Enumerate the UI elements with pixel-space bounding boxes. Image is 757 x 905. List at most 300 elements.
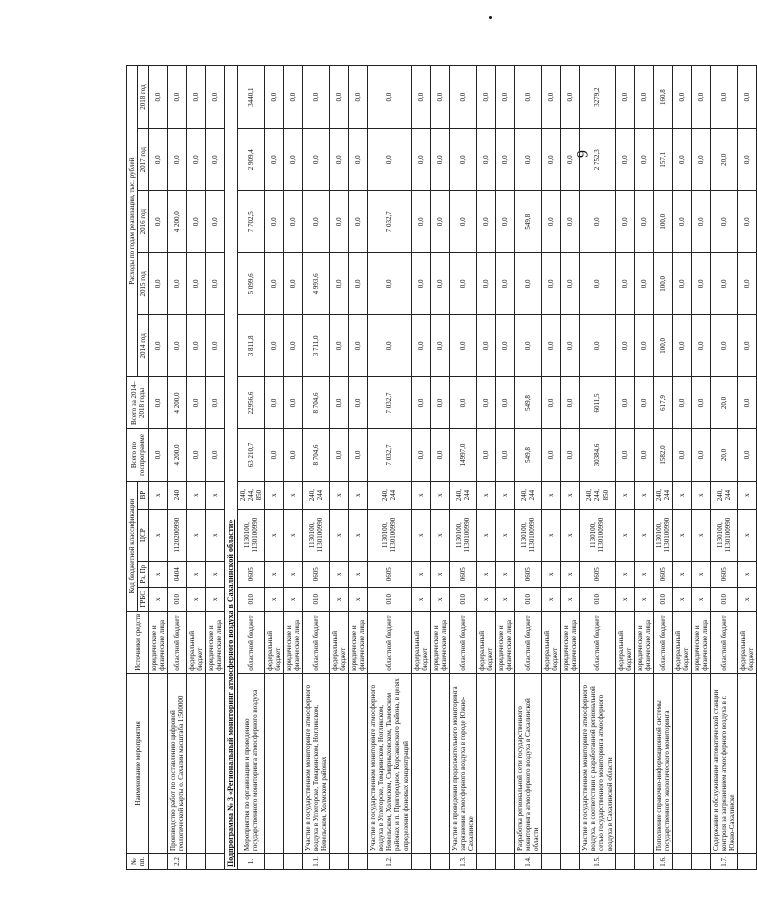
funding-source: федеральный бюджет	[476, 611, 495, 673]
value-cell: 7 702,5	[237, 191, 264, 253]
value-cell: 0,0	[302, 66, 329, 129]
row-number	[561, 853, 580, 869]
value-cell: 0,0	[672, 253, 691, 315]
value-cell: 0,0	[206, 315, 225, 377]
header-total-2014-2018: Всего за 2014–2018 годы	[127, 377, 149, 429]
csr-cell: 1130100, 1130100990	[515, 509, 542, 561]
header-vr: ВР	[138, 481, 149, 509]
value-cell: 22956,6	[237, 377, 264, 429]
rzpr-cell: х	[349, 561, 368, 587]
grbs-cell: х	[149, 587, 168, 611]
csr-cell: 1130100, 1130100990	[653, 509, 672, 561]
measure-name	[330, 673, 349, 853]
value-cell: 0,0	[580, 191, 615, 253]
value-cell: 0,0	[476, 191, 495, 253]
value-cell: 0,0	[711, 315, 738, 377]
csr-cell: 1130100, 1130100990	[580, 509, 615, 561]
measure-name: Участие в государственном мониторинге атмосферного воздуха в Углегорске, Томаринском, Ногликском, Невельском, Холмском, Смирныховском, Тымовском районах и п. Пригородное, Корсаковского района, в целях определения фоновых концентраций	[368, 673, 411, 853]
row-number	[206, 853, 225, 869]
value-cell: 0,0	[368, 253, 411, 315]
funding-source: юридические и физические лица	[430, 611, 449, 673]
row-number	[349, 853, 368, 869]
funding-source: федеральный бюджет	[411, 611, 430, 673]
value-cell: 4 993,6	[302, 253, 329, 315]
table-row	[411, 66, 430, 870]
value-cell: 0,0	[264, 253, 283, 315]
rzpr-cell: х	[264, 561, 283, 587]
value-cell: 0,0	[634, 191, 653, 253]
rzpr-cell: х	[495, 561, 514, 587]
value-cell: 0,0	[187, 253, 206, 315]
value-cell: 617,9	[653, 377, 672, 429]
table-row	[368, 66, 411, 870]
value-cell: 0,0	[349, 129, 368, 191]
rzpr-cell: 0605	[653, 561, 672, 587]
grbs-cell: х	[495, 587, 514, 611]
row-number: 1.2.	[368, 853, 411, 869]
measure-name	[542, 673, 561, 853]
value-cell: 20,0	[711, 129, 738, 191]
value-cell: 0,0	[449, 315, 476, 377]
rzpr-cell: х	[615, 561, 634, 587]
value-cell: 0,0	[206, 253, 225, 315]
csr-cell: х	[283, 509, 302, 561]
value-cell: 0,0	[330, 66, 349, 129]
value-cell: 0,0	[691, 66, 710, 129]
measure-name: Пополнение справочно-информационной системы государственного экологического мониторинга	[653, 673, 672, 853]
table-body	[149, 66, 757, 870]
grbs-cell: х	[187, 587, 206, 611]
value-cell: 14997,0	[449, 429, 476, 481]
rzpr-cell: 0605	[368, 561, 411, 587]
value-cell: 0,0	[476, 429, 495, 481]
value-cell: 0,0	[283, 191, 302, 253]
row-number	[430, 853, 449, 869]
measure-name	[561, 673, 580, 853]
measure-name	[691, 673, 710, 853]
table-row	[495, 66, 514, 870]
value-cell: 0,0	[368, 315, 411, 377]
rzpr-cell: х	[561, 561, 580, 587]
csr-cell: х	[672, 509, 691, 561]
value-cell: 549,8	[515, 429, 542, 481]
grbs-cell: х	[634, 587, 653, 611]
header-rzpr: Рз, Пр	[138, 561, 149, 587]
rzpr-cell: х	[330, 561, 349, 587]
value-cell: 0,0	[283, 253, 302, 315]
funding-source: областной бюджет	[653, 611, 672, 673]
vr-cell: х	[495, 481, 514, 509]
vr-cell: х	[634, 481, 653, 509]
value-cell: 0,0	[495, 429, 514, 481]
value-cell: 0,0	[615, 253, 634, 315]
value-cell: 4 200,0	[168, 429, 187, 481]
value-cell: 0,0	[561, 253, 580, 315]
value-cell: 0,0	[411, 129, 430, 191]
grbs-cell: 010	[515, 587, 542, 611]
vr-cell: х	[206, 481, 225, 509]
row-number	[542, 853, 561, 869]
row-number: 1.6.	[653, 853, 672, 869]
vr-cell: 240, 244, 850	[580, 481, 615, 509]
row-number	[615, 853, 634, 869]
table-row	[615, 66, 634, 870]
value-cell: 0,0	[449, 129, 476, 191]
grbs-cell: х	[542, 587, 561, 611]
table-row	[653, 66, 672, 870]
vr-cell: х	[542, 481, 561, 509]
rzpr-cell: х	[542, 561, 561, 587]
vr-cell: х	[430, 481, 449, 509]
value-cell: 0,0	[149, 66, 168, 129]
measure-name	[495, 673, 514, 853]
value-cell: 0,0	[738, 429, 757, 481]
value-cell: 30384,6	[580, 429, 615, 481]
value-cell: 0,0	[495, 315, 514, 377]
rzpr-cell: х	[430, 561, 449, 587]
grbs-cell: 010	[653, 587, 672, 611]
vr-cell: 240, 244	[449, 481, 476, 509]
value-cell: 0,0	[430, 191, 449, 253]
grbs-cell: х	[349, 587, 368, 611]
vr-cell: х	[615, 481, 634, 509]
funding-source: федеральный бюджет	[672, 611, 691, 673]
value-cell: 0,0	[330, 429, 349, 481]
value-cell: 0,0	[349, 429, 368, 481]
value-cell: 2 752,3	[580, 129, 615, 191]
row-number	[264, 853, 283, 869]
header-year-2018: 2018 год	[138, 66, 149, 129]
value-cell: 0,0	[495, 253, 514, 315]
value-cell: 549,8	[515, 191, 542, 253]
value-cell: 0,0	[495, 66, 514, 129]
value-cell: 4 200,0	[168, 377, 187, 429]
value-cell: 0,0	[430, 253, 449, 315]
grbs-cell: 010	[368, 587, 411, 611]
table-row	[634, 66, 653, 870]
value-cell: 0,0	[264, 377, 283, 429]
value-cell: 0,0	[430, 377, 449, 429]
table-row	[430, 66, 449, 870]
value-cell: 0,0	[691, 429, 710, 481]
grbs-cell: х	[615, 587, 634, 611]
section-row	[225, 66, 237, 870]
measure-name: Содержание и обслуживание автоматической станции контроля за загрязнением атмосферного воздуха в г. Южно-Сахалинске	[711, 673, 738, 853]
value-cell: 0,0	[430, 129, 449, 191]
value-cell: 0,0	[542, 129, 561, 191]
value-cell: 0,0	[615, 315, 634, 377]
funding-source: областной бюджет	[168, 611, 187, 673]
value-cell: 0,0	[672, 377, 691, 429]
csr-cell: 1130100, 1130100990	[302, 509, 329, 561]
row-number	[283, 853, 302, 869]
header-grbs: ГРБС	[138, 587, 149, 611]
csr-cell: 1130100, 1130100990	[711, 509, 738, 561]
row-number	[411, 853, 430, 869]
value-cell: 0,0	[691, 315, 710, 377]
rzpr-cell: х	[411, 561, 430, 587]
grbs-cell: х	[411, 587, 430, 611]
table-row	[515, 66, 542, 870]
row-number	[495, 853, 514, 869]
value-cell: 0,0	[264, 66, 283, 129]
page-number: 6	[573, 150, 590, 158]
measure-name	[738, 673, 757, 853]
table-row	[283, 66, 302, 870]
funding-source: федеральный бюджет	[738, 611, 757, 673]
value-cell: 0,0	[330, 191, 349, 253]
grbs-cell: 010	[580, 587, 615, 611]
value-cell: 0,0	[634, 315, 653, 377]
measure-name	[634, 673, 653, 853]
value-cell: 100,0	[653, 191, 672, 253]
value-cell: 0,0	[615, 66, 634, 129]
measure-name	[672, 673, 691, 853]
value-cell: 0,0	[691, 377, 710, 429]
value-cell: 0,0	[430, 66, 449, 129]
value-cell: 0,0	[330, 315, 349, 377]
grbs-cell: х	[330, 587, 349, 611]
row-number	[187, 853, 206, 869]
row-number: 1.1.	[302, 853, 329, 869]
value-cell: 0,0	[264, 191, 283, 253]
value-cell: 0,0	[302, 191, 329, 253]
value-cell: 0,0	[368, 66, 411, 129]
vr-cell: х	[330, 481, 349, 509]
row-number	[691, 853, 710, 869]
grbs-cell: 010	[302, 587, 329, 611]
value-cell: 0,0	[561, 377, 580, 429]
value-cell: 0,0	[449, 253, 476, 315]
value-cell: 0,0	[168, 253, 187, 315]
value-cell: 0,0	[264, 129, 283, 191]
rzpr-cell: х	[691, 561, 710, 587]
value-cell: 0,0	[283, 315, 302, 377]
value-cell: 8 704,6	[302, 377, 329, 429]
measure-name	[615, 673, 634, 853]
value-cell: 7 032,7	[368, 429, 411, 481]
row-number: 1.5.	[580, 853, 615, 869]
funding-source: юридические и физические лица	[206, 611, 225, 673]
value-cell: 549,8	[515, 377, 542, 429]
value-cell: 0,0	[672, 315, 691, 377]
value-cell: 0,0	[495, 377, 514, 429]
value-cell: 0,0	[561, 66, 580, 129]
header-source: Источники средств	[127, 611, 149, 673]
table-row	[237, 66, 264, 870]
value-cell: 0,0	[476, 253, 495, 315]
funding-source: юридические и физические лица	[149, 611, 168, 673]
value-cell: 0,0	[430, 315, 449, 377]
value-cell: 3279,2	[580, 66, 615, 129]
value-cell: 4 200,0	[168, 191, 187, 253]
value-cell: 0,0	[330, 253, 349, 315]
value-cell: 0,0	[580, 253, 615, 315]
value-cell: 0,0	[476, 66, 495, 129]
header-csr: ЦСР	[138, 509, 149, 561]
value-cell: 0,0	[168, 129, 187, 191]
table-row	[264, 66, 283, 870]
value-cell: 0,0	[206, 429, 225, 481]
csr-cell: 1130100, 1130100990	[237, 509, 264, 561]
rzpr-cell: х	[283, 561, 302, 587]
value-cell: 0,0	[542, 253, 561, 315]
vr-cell: х	[738, 481, 757, 509]
vr-cell: х	[283, 481, 302, 509]
vr-cell: х	[476, 481, 495, 509]
value-cell: 6011,5	[580, 377, 615, 429]
funding-source: федеральный бюджет	[542, 611, 561, 673]
measure-name: Производство работ по составлению цифровой геологической карты о. Сахалин масштаба 1:500000	[168, 673, 187, 853]
grbs-cell: х	[283, 587, 302, 611]
rzpr-cell: 0605	[580, 561, 615, 587]
value-cell: 0,0	[515, 253, 542, 315]
rzpr-cell: х	[476, 561, 495, 587]
rotated-table-container	[126, 65, 756, 870]
funding-source: юридические и физические лица	[561, 611, 580, 673]
vr-cell: 240, 244	[711, 481, 738, 509]
row-number	[738, 853, 757, 869]
rzpr-cell: 0605	[515, 561, 542, 587]
table-row	[476, 66, 495, 870]
value-cell: 0,0	[449, 191, 476, 253]
value-cell: 0,0	[149, 129, 168, 191]
value-cell: 0,0	[206, 377, 225, 429]
value-cell: 0,0	[542, 315, 561, 377]
vr-cell: х	[149, 481, 168, 509]
value-cell: 0,0	[283, 429, 302, 481]
value-cell: 0,0	[634, 377, 653, 429]
value-cell: 7 032,7	[368, 377, 411, 429]
value-cell: 0,0	[330, 129, 349, 191]
funding-source: федеральный бюджет	[187, 611, 206, 673]
grbs-cell: 010	[711, 587, 738, 611]
value-cell: 0,0	[561, 315, 580, 377]
header-name: Наименование мероприятия	[127, 673, 149, 853]
value-cell: 3 711,0	[302, 315, 329, 377]
header-no: № пп.	[127, 853, 149, 869]
csr-cell: х	[349, 509, 368, 561]
table-row	[168, 66, 187, 870]
rzpr-cell: х	[738, 561, 757, 587]
value-cell: 0,0	[283, 129, 302, 191]
funding-source: областной бюджет	[711, 611, 738, 673]
table-row	[738, 66, 757, 870]
grbs-cell: х	[206, 587, 225, 611]
value-cell: 7 032,7	[368, 191, 411, 253]
grbs-cell: 010	[449, 587, 476, 611]
budget-table	[126, 65, 757, 870]
value-cell: 0,0	[349, 315, 368, 377]
csr-cell: х	[411, 509, 430, 561]
csr-cell: х	[561, 509, 580, 561]
value-cell: 0,0	[542, 191, 561, 253]
csr-cell: х	[187, 509, 206, 561]
header-budget-code: Код бюджетной классификации	[127, 481, 138, 611]
header-year-2017: 2017 год	[138, 129, 149, 191]
value-cell: 1582,0	[653, 429, 672, 481]
table-row	[302, 66, 329, 870]
value-cell: 157,1	[653, 129, 672, 191]
funding-source: юридические и физические лица	[495, 611, 514, 673]
rzpr-cell: х	[187, 561, 206, 587]
vr-cell: 240, 244	[302, 481, 329, 509]
header-total: Всего по госпрограмме	[127, 429, 149, 481]
value-cell: 0,0	[149, 429, 168, 481]
value-cell: 0,0	[738, 315, 757, 377]
value-cell: 0,0	[515, 66, 542, 129]
value-cell: 0,0	[542, 66, 561, 129]
value-cell: 0,0	[672, 191, 691, 253]
value-cell: 5 099,6	[237, 253, 264, 315]
header-expenses: Расходы по годам реализации, тыс. рублей	[127, 66, 138, 377]
grbs-cell: х	[430, 587, 449, 611]
table-row	[187, 66, 206, 870]
grbs-cell: х	[561, 587, 580, 611]
value-cell: 0,0	[411, 66, 430, 129]
table-row	[691, 66, 710, 870]
value-cell: 0,0	[206, 129, 225, 191]
value-cell: 0,0	[711, 66, 738, 129]
csr-cell: х	[264, 509, 283, 561]
csr-cell: х	[206, 509, 225, 561]
row-number: 1.7.	[711, 853, 738, 869]
csr-cell: 1120200990	[168, 509, 187, 561]
header-year-2014: 2014 год	[138, 315, 149, 377]
rzpr-cell: 0605	[237, 561, 264, 587]
value-cell: 0,0	[187, 429, 206, 481]
table-row	[206, 66, 225, 870]
row-number	[476, 853, 495, 869]
measure-name	[206, 673, 225, 853]
value-cell: 0,0	[476, 129, 495, 191]
measure-name	[349, 673, 368, 853]
stray-mark	[489, 16, 492, 19]
value-cell: 0,0	[187, 129, 206, 191]
header-year-2016: 2016 год	[138, 191, 149, 253]
rzpr-cell: 0404	[168, 561, 187, 587]
grbs-cell: х	[476, 587, 495, 611]
measure-name	[430, 673, 449, 853]
value-cell: 0,0	[515, 129, 542, 191]
value-cell: 0,0	[615, 129, 634, 191]
row-number	[330, 853, 349, 869]
measure-name	[187, 673, 206, 853]
value-cell: 0,0	[349, 377, 368, 429]
value-cell: 0,0	[187, 315, 206, 377]
value-cell: 0,0	[168, 66, 187, 129]
value-cell: 0,0	[634, 253, 653, 315]
vr-cell: х	[264, 481, 283, 509]
value-cell: 0,0	[330, 377, 349, 429]
rzpr-cell: 0605	[711, 561, 738, 587]
grbs-cell: х	[672, 587, 691, 611]
vr-cell: х	[691, 481, 710, 509]
funding-source: областной бюджет	[368, 611, 411, 673]
rzpr-cell: 0605	[302, 561, 329, 587]
vr-cell: 240, 244	[653, 481, 672, 509]
value-cell: 63 210,7	[237, 429, 264, 481]
csr-cell: х	[738, 509, 757, 561]
value-cell: 0,0	[691, 191, 710, 253]
value-cell: 0,0	[449, 377, 476, 429]
measure-name: Мероприятия по организации и проведению государственного мониторинга атмосферного воздуха	[237, 673, 264, 853]
row-number: 1.4.	[515, 853, 542, 869]
grbs-cell: х	[691, 587, 710, 611]
section-title: Подпрограмма № 3 «Региональный мониторинг атмосферного воздуха в Сахалинской области»	[225, 66, 237, 870]
header-year-2015: 2015 год	[138, 253, 149, 315]
vr-cell: 240, 244	[515, 481, 542, 509]
